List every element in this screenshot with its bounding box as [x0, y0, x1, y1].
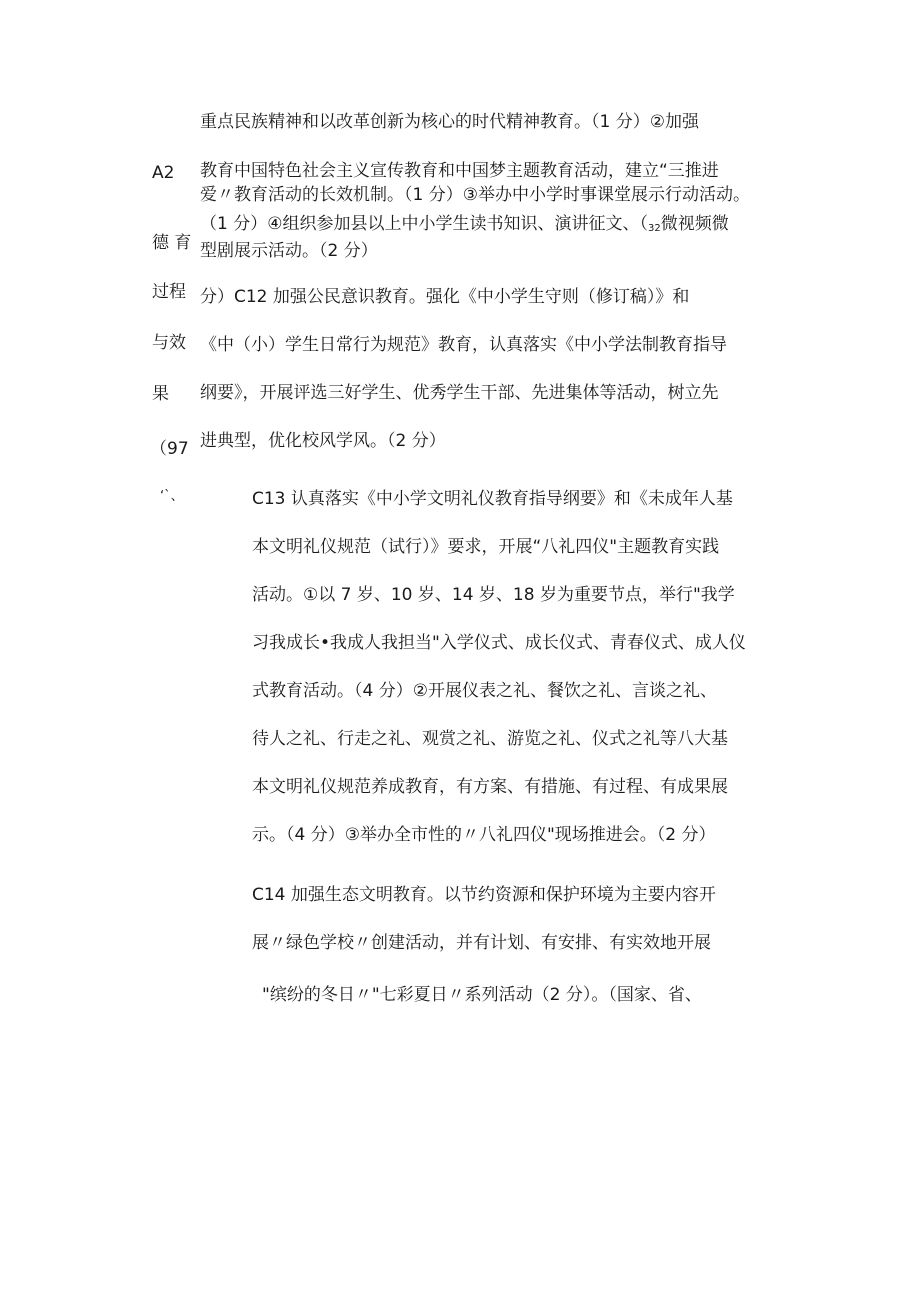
text-line: C13 认真落实《中小学文明礼仪教育指导纲要》和《未成年人基	[252, 489, 733, 509]
text-line: 爱〃教育活动的长效机制。（1 分）③举办中小学时事课堂展示行动活动。	[200, 185, 750, 205]
text-line: 待人之礼、行走之礼、观赏之礼、游览之礼、仪式之礼等八大基	[252, 729, 728, 749]
text-line: 本文明礼仪规范养成教育，有方案、有措施、有过程、有成果展	[252, 777, 728, 797]
subscript-number: 32	[647, 223, 661, 234]
text-line: 分）C12 加强公民意识教育。强化《中小学生守则（修订稿）》和	[200, 287, 690, 307]
side-label-guocheng: 过程	[152, 282, 186, 302]
side-label-score: （97	[150, 439, 189, 459]
text-line: 型剧展示活动。（2 分）	[200, 241, 378, 261]
text-line: （1 分）④组织参加县以上中小学生读书知识、演讲征文、（$_{32}$微视频微	[200, 214, 729, 234]
side-label-yuxiao: 与效	[152, 333, 186, 353]
text-line: 习我成长•我成人我担当"入学仪式、成长仪式、青春仪式、成人仪	[252, 633, 746, 653]
text-line: C14 加强生态文明教育。以节约资源和保护环境为主要内容开	[252, 885, 716, 905]
text-line: 进典型，优化校风学风。（2 分）	[200, 431, 446, 451]
side-label-deyu: 德 育	[152, 233, 192, 253]
text-line: 展〃绿色学校〃创建活动，并有计划、有安排、有实效地开展	[252, 933, 711, 953]
side-label-marks: ‘`、	[160, 489, 184, 504]
text-line: 教育中国特色社会主义宣传教育和中国梦主题教育活动，建立“三推进	[200, 161, 719, 181]
text-line: 示。（4 分）③举办全市性的〃八礼四仪"现场推进会。（2 分）	[252, 825, 716, 845]
text-line: "缤纷的冬日〃"七彩夏日〃系列活动（2 分）。（国家、省、	[262, 985, 702, 1005]
text-line: 重点民族精神和以改革创新为核心的时代精神教育。（1 分）②加强	[200, 112, 699, 132]
text-line: 纲要》，开展评选三好学生、优秀学生干部、先进集体等活动，树立先	[200, 383, 719, 403]
side-label-guo: 果	[152, 384, 169, 404]
text-line: 本文明礼仪规范（试行）》要求，开展“八礼四仪"主题教育实践	[252, 537, 720, 557]
text-line: 式教育活动。（4 分）②开展仪表之礼、餐饮之礼、言谈之礼、	[252, 681, 717, 701]
text-line: 《中（小）学生日常行为规范》教育，认真落实《中小学法制教育指导	[200, 335, 727, 355]
text-line: 活动。①以 7 岁、10 岁、14 岁、18 岁为重要节点，举行"我学	[252, 585, 735, 605]
side-label-a2: A2	[152, 163, 175, 183]
